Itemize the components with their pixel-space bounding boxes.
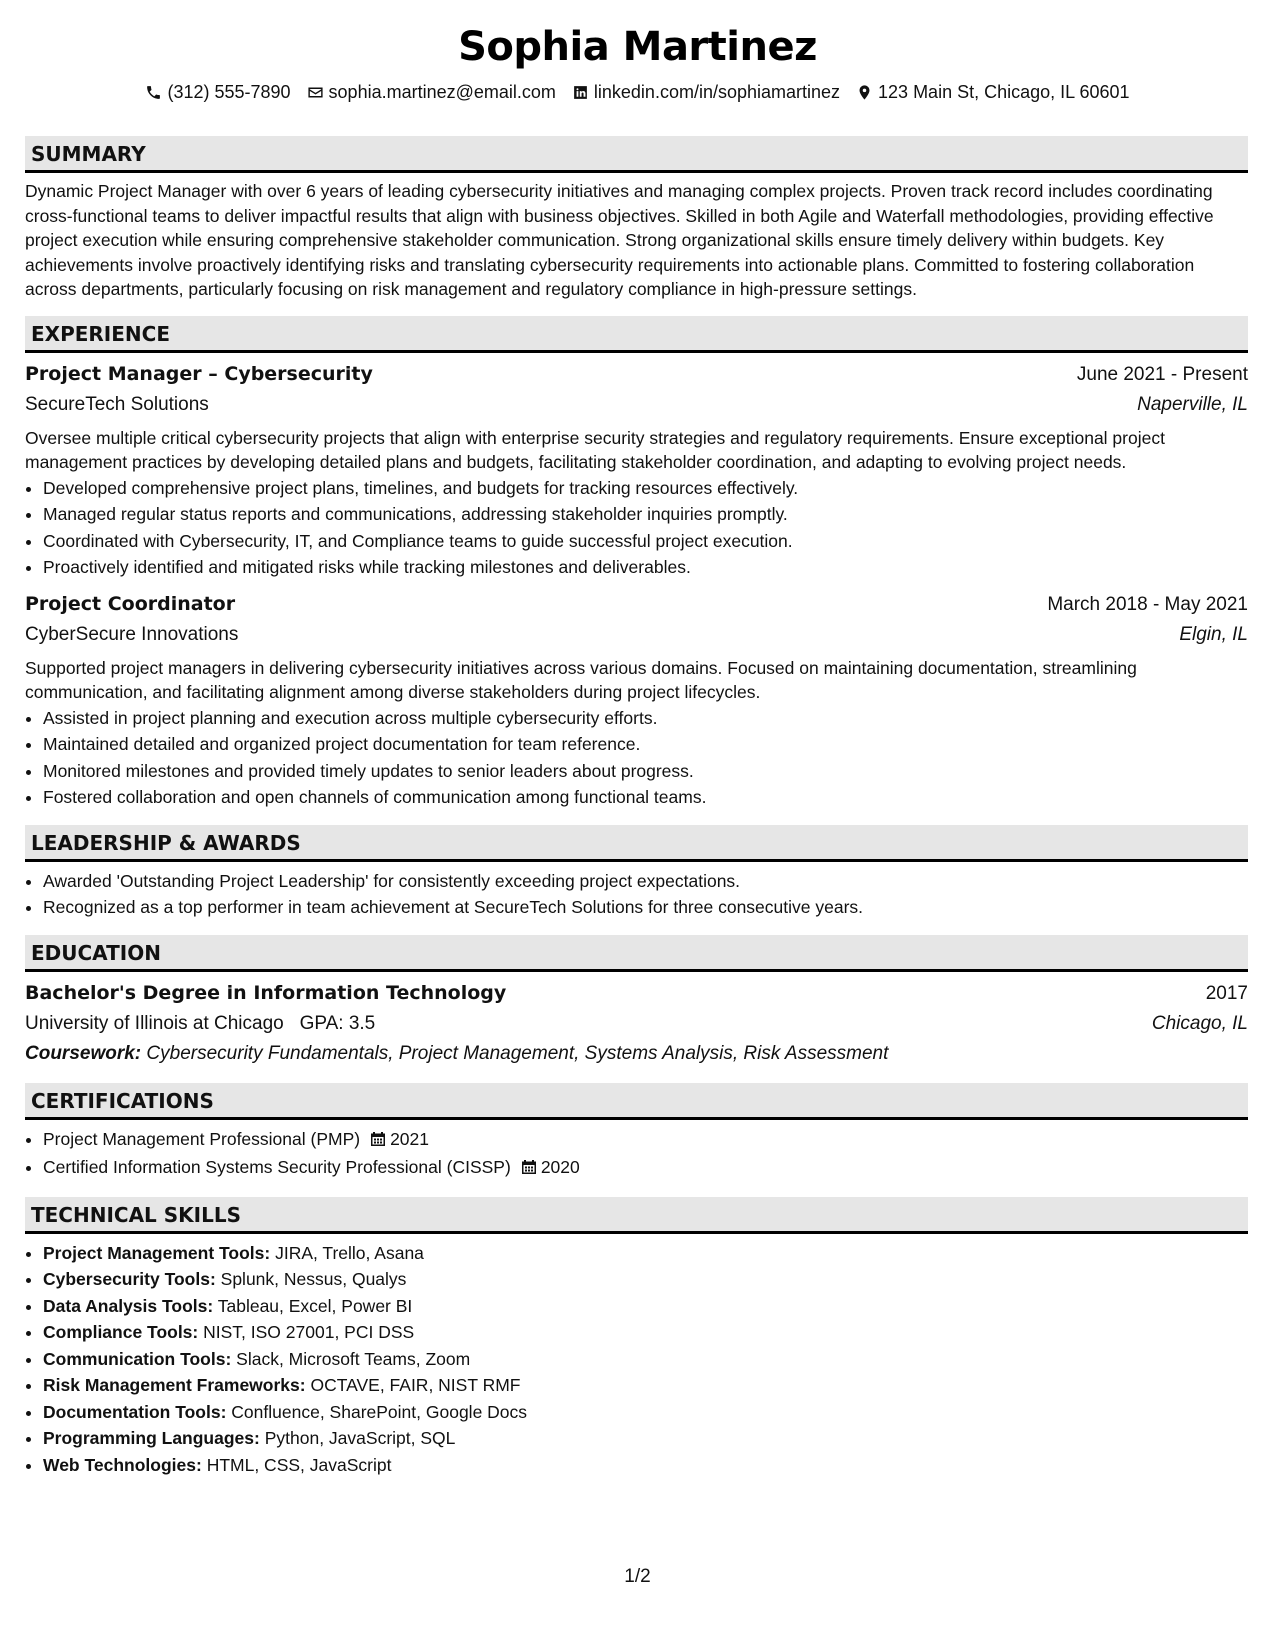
calendar-icon [521, 1156, 537, 1183]
cert-year: 2021 [390, 1128, 430, 1149]
coursework-line [25, 1039, 1248, 1069]
certifications-list [25, 1126, 1248, 1183]
map-pin-icon [856, 84, 873, 101]
list-item: • Assisted in project planning and execution across multiple cybersecurity efforts. [43, 705, 1248, 732]
skill-label: Data Analysis Tools: [43, 1295, 214, 1316]
list-item: • Developed comprehensive project plans, timelines, and budgets for tracking resources effectively. [43, 475, 1248, 502]
awards-list [25, 868, 1248, 921]
skill-value: HTML, CSS, JavaScript [206, 1454, 392, 1475]
candidate-name: Sophia Martinez [458, 24, 817, 70]
school-line [25, 1009, 375, 1039]
job-location: Naperville, IL [1137, 393, 1248, 415]
graduation-year: 2017 [1205, 982, 1248, 1004]
skill-value: Slack, Microsoft Teams, Zoom [236, 1348, 471, 1369]
calendar-icon [370, 1128, 386, 1155]
cert-year: 2020 [540, 1157, 580, 1177]
skill-value: NIST, ISO 27001, PCI DSS [203, 1322, 415, 1342]
skill-label: Cybersecurity Tools: [43, 1269, 216, 1289]
list-item: • Monitored milestones and provided timely updates to senior leaders about progress. [43, 758, 1248, 785]
list-item: • Coordinated with Cybersecurity, IT, and Compliance teams to guide successful project execution. [43, 528, 1248, 555]
contact-bar [0, 80, 1275, 104]
summary-text: Dynamic Project Manager with over 6 years of leading cybersecurity initiatives and managing complex projects. Proven track record includes coordinating cross-functional teams to deliver impactful results that align with business objectives. Skilled in both Agile and Waterfall methodologies, providing effective project execution while ensuring comprehensive stakeholder communication. Strong organizational skills ensure timely delivery within budgets. Key achievements involve proactively identifying risks and translating cybersecurity requirements into actionable plans. Committed to fostering collaboration across departments, particularly focusing on risk management and regulatory compliance in high-pressure settings. [25, 181, 1214, 299]
job-entry [25, 359, 1248, 581]
education-entry [25, 978, 1248, 1069]
skill-label: Communication Tools: [43, 1348, 232, 1369]
skill-label: Project Management Tools: [43, 1242, 271, 1263]
job-entry [25, 589, 1248, 811]
skill-value: Python, JavaScript, SQL [264, 1428, 456, 1448]
contact-email[interactable] [307, 80, 556, 104]
list-item [43, 1154, 1248, 1183]
contact-linkedin[interactable] [572, 80, 840, 104]
list-item: • Maintained detailed and organized project documentation for team reference. [43, 731, 1248, 758]
address-text: 123 Main St, Chicago, IL 60601 [878, 82, 1130, 102]
coursework-list: Cybersecurity Fundamentals, Project Management, Systems Analysis, Risk Assessment [146, 1042, 889, 1064]
linkedin-text: linkedin.com/in/sophiamartinez [593, 82, 841, 102]
experience-heading: EXPERIENCE [25, 316, 1248, 353]
skill-value: Tableau, Excel, Power BI [217, 1295, 413, 1316]
skill-label: Web Technologies: [43, 1454, 202, 1475]
list-item: • Proactively identified and mitigated risks while tracking milestones and deliverables. [43, 554, 1248, 581]
list-item [43, 1372, 1248, 1399]
skill-label: Documentation Tools: [43, 1401, 227, 1422]
list-item [43, 1293, 1248, 1320]
job-company: CyberSecure Innovations [25, 623, 239, 645]
list-item: • Awarded 'Outstanding Project Leadership' for consistently exceeding project expectations. [43, 868, 1248, 895]
job-title: Project Manager – Cybersecurity [25, 362, 373, 385]
education-heading: EDUCATION [25, 935, 1248, 972]
certifications-heading: CERTIFICATIONS [25, 1083, 1248, 1120]
skills-list [25, 1240, 1248, 1479]
list-item [43, 1126, 1248, 1155]
job-bullets [25, 705, 1248, 811]
cert-name: Certified Information Systems Security Professional (CISSP) [43, 1157, 511, 1177]
job-dates: March 2018 - May 2021 [1047, 593, 1248, 615]
phone-text: (312) 555-7890 [167, 82, 291, 102]
degree-title: Bachelor's Degree in Information Technology [25, 981, 507, 1004]
list-item [43, 1452, 1248, 1479]
page-number: 1/2 [624, 1566, 651, 1587]
gpa: GPA: 3.5 [299, 1012, 376, 1034]
skill-value: Confluence, SharePoint, Google Docs [231, 1401, 528, 1422]
coursework-label: Coursework: [25, 1042, 142, 1064]
job-company: SecureTech Solutions [25, 393, 209, 415]
cert-name: Project Management Professional (PMP) [43, 1128, 361, 1149]
leadership-heading: LEADERSHIP & AWARDS [25, 825, 1248, 862]
job-dates: June 2021 - Present [1076, 363, 1248, 385]
list-item [43, 1240, 1248, 1267]
skill-value: Splunk, Nessus, Qualys [220, 1269, 407, 1289]
skill-label: Programming Languages: [43, 1428, 260, 1448]
list-item [43, 1319, 1248, 1346]
contact-address [856, 80, 1130, 104]
job-description: Supported project managers in delivering cybersecurity initiatives across various domains. Focused on maintaining documentation, streamlining communication, and facilitating alignment among diverse stakeholders during project lifecycles. [25, 657, 1137, 702]
job-description: Oversee multiple critical cybersecurity projects that align with enterprise security strategies and regulatory requirements. Ensure exceptional project management practices by developing detailed plans and budgets, facilitating stakeholder coordination, and adapting to evolving project needs. [25, 427, 1165, 472]
skill-label: Compliance Tools: [43, 1322, 199, 1342]
job-location: Elgin, IL [1179, 623, 1248, 645]
list-item [43, 1425, 1248, 1452]
list-item: • Recognized as a top performer in team achievement at SecureTech Solutions for three consecutive years. [43, 894, 1248, 921]
skill-label: Risk Management Frameworks: [43, 1375, 306, 1395]
contact-phone [145, 80, 290, 104]
email-text: sophia.martinez@email.com [328, 82, 556, 102]
summary-heading: SUMMARY [25, 136, 1248, 173]
phone-icon [145, 84, 162, 101]
list-item [43, 1399, 1248, 1426]
skills-heading: TECHNICAL SKILLS [25, 1197, 1248, 1234]
skill-value: JIRA, Trello, Asana [275, 1242, 424, 1263]
list-item [43, 1346, 1248, 1373]
resume-header [0, 0, 1275, 104]
school-name: University of Illinois at Chicago [25, 1012, 284, 1034]
list-item: • Fostered collaboration and open channels of communication among functional teams. [43, 784, 1248, 811]
job-bullets [25, 475, 1248, 581]
school-location: Chicago, IL [1151, 1012, 1248, 1034]
skill-value: OCTAVE, FAIR, NIST RMF [310, 1375, 521, 1395]
linkedin-icon [572, 84, 589, 101]
resume-body [25, 136, 1248, 1478]
job-title: Project Coordinator [25, 592, 236, 615]
list-item: • Managed regular status reports and communications, addressing stakeholder inquiries promptly. [43, 501, 1248, 528]
list-item [43, 1266, 1248, 1293]
envelope-icon [307, 84, 324, 101]
